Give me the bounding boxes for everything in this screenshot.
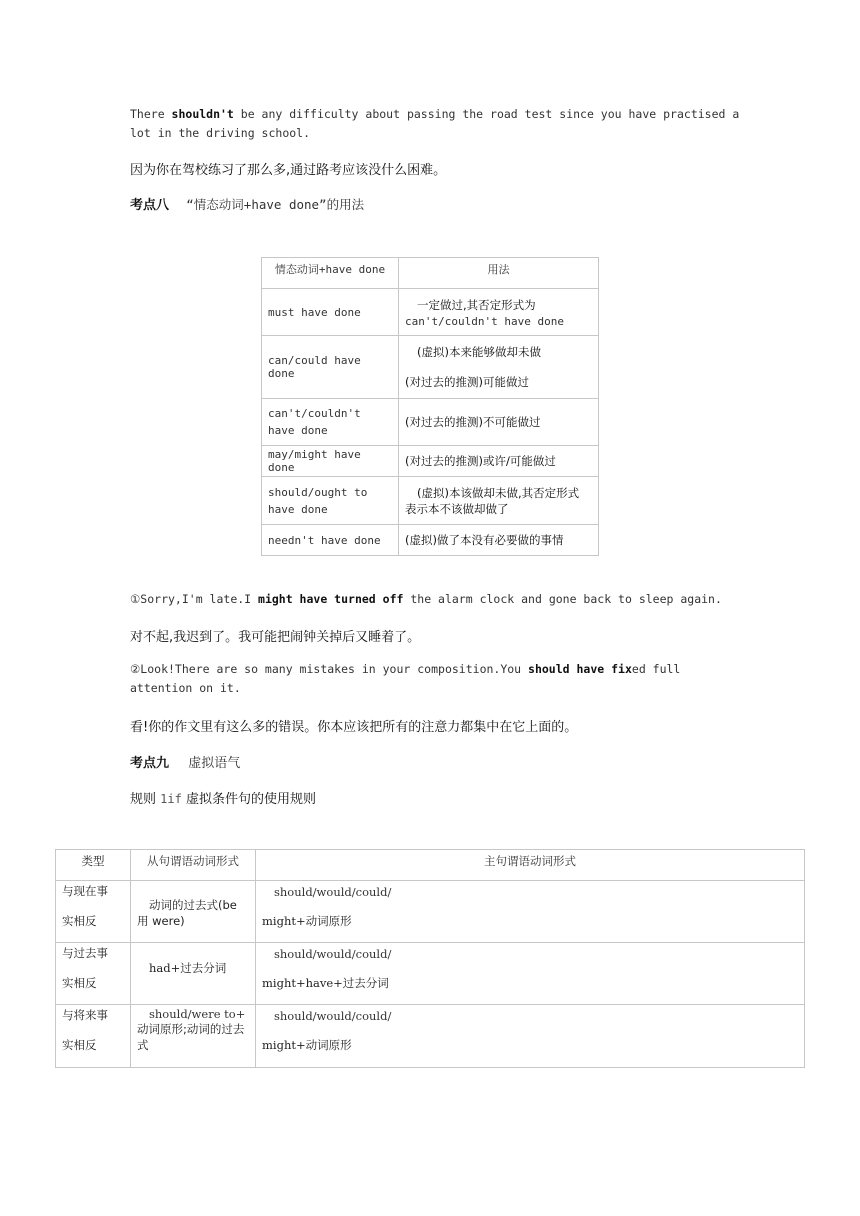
rule-post: 虚拟条件句的使用规则 <box>181 792 316 807</box>
table-header-row <box>56 850 805 881</box>
table-header-cell: 情态动词+have done <box>262 258 399 289</box>
table-row <box>262 399 599 446</box>
clause-line: should/were to+ <box>149 1007 246 1021</box>
example-1-pre: ①Sorry,I'm late.I <box>130 592 259 606</box>
example-1-sentence <box>130 590 770 609</box>
table-row <box>262 446 599 477</box>
type-cell <box>56 881 131 943</box>
example-1-bold: might have turned off <box>258 592 404 606</box>
table-header-cell: 主句谓语动词形式 <box>256 850 805 881</box>
table-row <box>262 477 599 525</box>
point9-label: 考点九 <box>130 756 170 771</box>
point9-title: 虚拟语气 <box>188 756 241 771</box>
form-cell: can/could have done <box>262 336 399 399</box>
usage-line: (虚拟)做了本没有必要做的事情 <box>405 533 564 547</box>
main-line: should/would/could/ <box>274 947 392 961</box>
point8-heading <box>130 194 364 213</box>
type-line: 与过去事 <box>62 946 108 960</box>
form-cell: should/ought to have done <box>262 477 399 525</box>
usage-line: (对过去的推测)可能做过 <box>405 375 529 389</box>
usage-line: 一定做过,其否定形式为 <box>417 297 536 312</box>
usage-cell <box>399 289 599 336</box>
main-line: might+动词原形 <box>262 914 352 928</box>
clause-line: 动词原形;动词的过去式 <box>137 1022 245 1052</box>
rule-number: 1if <box>160 792 182 806</box>
clause-line: had+过去分词 <box>149 961 227 975</box>
main-cell <box>256 1005 805 1068</box>
table-row <box>56 943 805 1005</box>
form-cell: may/might have done <box>262 446 399 477</box>
intro-sentence <box>130 105 740 143</box>
type-line: 与现在事 <box>62 884 108 898</box>
form-cell: can't/couldn't have done <box>262 399 399 446</box>
example-2-post: ed full attention on it. <box>130 662 681 695</box>
main-line: might+have+过去分词 <box>262 976 389 990</box>
point8-label: 考点八 <box>130 198 170 213</box>
form-cell: needn't have done <box>262 525 399 556</box>
example-2-sentence <box>130 660 742 698</box>
usage-line: (虚拟)本来能够做却未做 <box>417 345 541 359</box>
table-header-cell: 从句谓语动词形式 <box>131 850 256 881</box>
intro-text-post: be any difficulty about passing the road test since you have practised a lot in the driving school. <box>130 107 740 140</box>
intro-text-pre: There <box>130 107 172 121</box>
rule-line <box>130 788 316 807</box>
example-1-post: the alarm clock and gone back to sleep again. <box>403 592 722 606</box>
usage-cell <box>399 336 599 399</box>
usage-line: (虚拟)本该做却未做,其否定形式 <box>417 485 580 500</box>
type-cell <box>56 1005 131 1068</box>
main-line: should/would/could/ <box>274 885 392 899</box>
table-row <box>56 881 805 943</box>
table-row <box>56 1005 805 1068</box>
example-2-translation: 看!你的作文里有这么多的错误。你本应该把所有的注意力都集中在它上面的。 <box>130 720 578 735</box>
table-row <box>262 289 599 336</box>
usage-line: 表示本不该做却做了 <box>405 501 509 516</box>
clause-cell <box>131 1005 256 1068</box>
usage-cell <box>399 399 599 446</box>
subjunctive-table <box>55 849 805 1068</box>
main-line: should/would/could/ <box>274 1009 392 1023</box>
type-line: 实相反 <box>62 976 97 990</box>
table-header-cell: 类型 <box>56 850 131 881</box>
example-2-bold: should have fix <box>528 662 632 676</box>
usage-cell <box>399 477 599 525</box>
clause-line: 动词的过去式(be <box>149 898 237 912</box>
point8-title: “情态动词+have done”的用法 <box>186 197 365 212</box>
type-line: 实相反 <box>62 1038 97 1052</box>
intro-translation: 因为你在驾校练习了那么多,通过路考应该没什么困难。 <box>130 163 447 178</box>
main-line: might+动词原形 <box>262 1038 352 1052</box>
type-line: 与将来事 <box>62 1008 108 1022</box>
type-cell <box>56 943 131 1005</box>
rule-pre: 规则 <box>130 792 161 807</box>
main-cell <box>256 881 805 943</box>
table-header-row <box>262 258 599 289</box>
clause-cell <box>131 943 256 1005</box>
example-2-pre: ②Look!There are so many mistakes in your composition.You <box>130 662 529 676</box>
clause-cell <box>131 881 256 943</box>
modal-have-done-table <box>261 257 599 556</box>
usage-cell <box>399 446 599 477</box>
usage-cell <box>399 525 599 556</box>
form-cell: must have done <box>262 289 399 336</box>
example-1-translation: 对不起,我迟到了。我可能把闹钟关掉后又睡着了。 <box>130 630 421 645</box>
type-line: 实相反 <box>62 914 97 928</box>
table-header-cell: 用法 <box>399 258 599 289</box>
main-cell <box>256 943 805 1005</box>
table-row <box>262 525 599 556</box>
usage-line: (对过去的推测)或许/可能做过 <box>405 454 556 468</box>
usage-line: can't/couldn't have done <box>405 314 564 328</box>
usage-line: (对过去的推测)不可能做过 <box>405 415 541 429</box>
intro-text-bold: shouldn't <box>171 107 234 121</box>
point9-heading <box>130 752 240 771</box>
clause-line: 用 were) <box>137 914 185 928</box>
table-row <box>262 336 599 399</box>
